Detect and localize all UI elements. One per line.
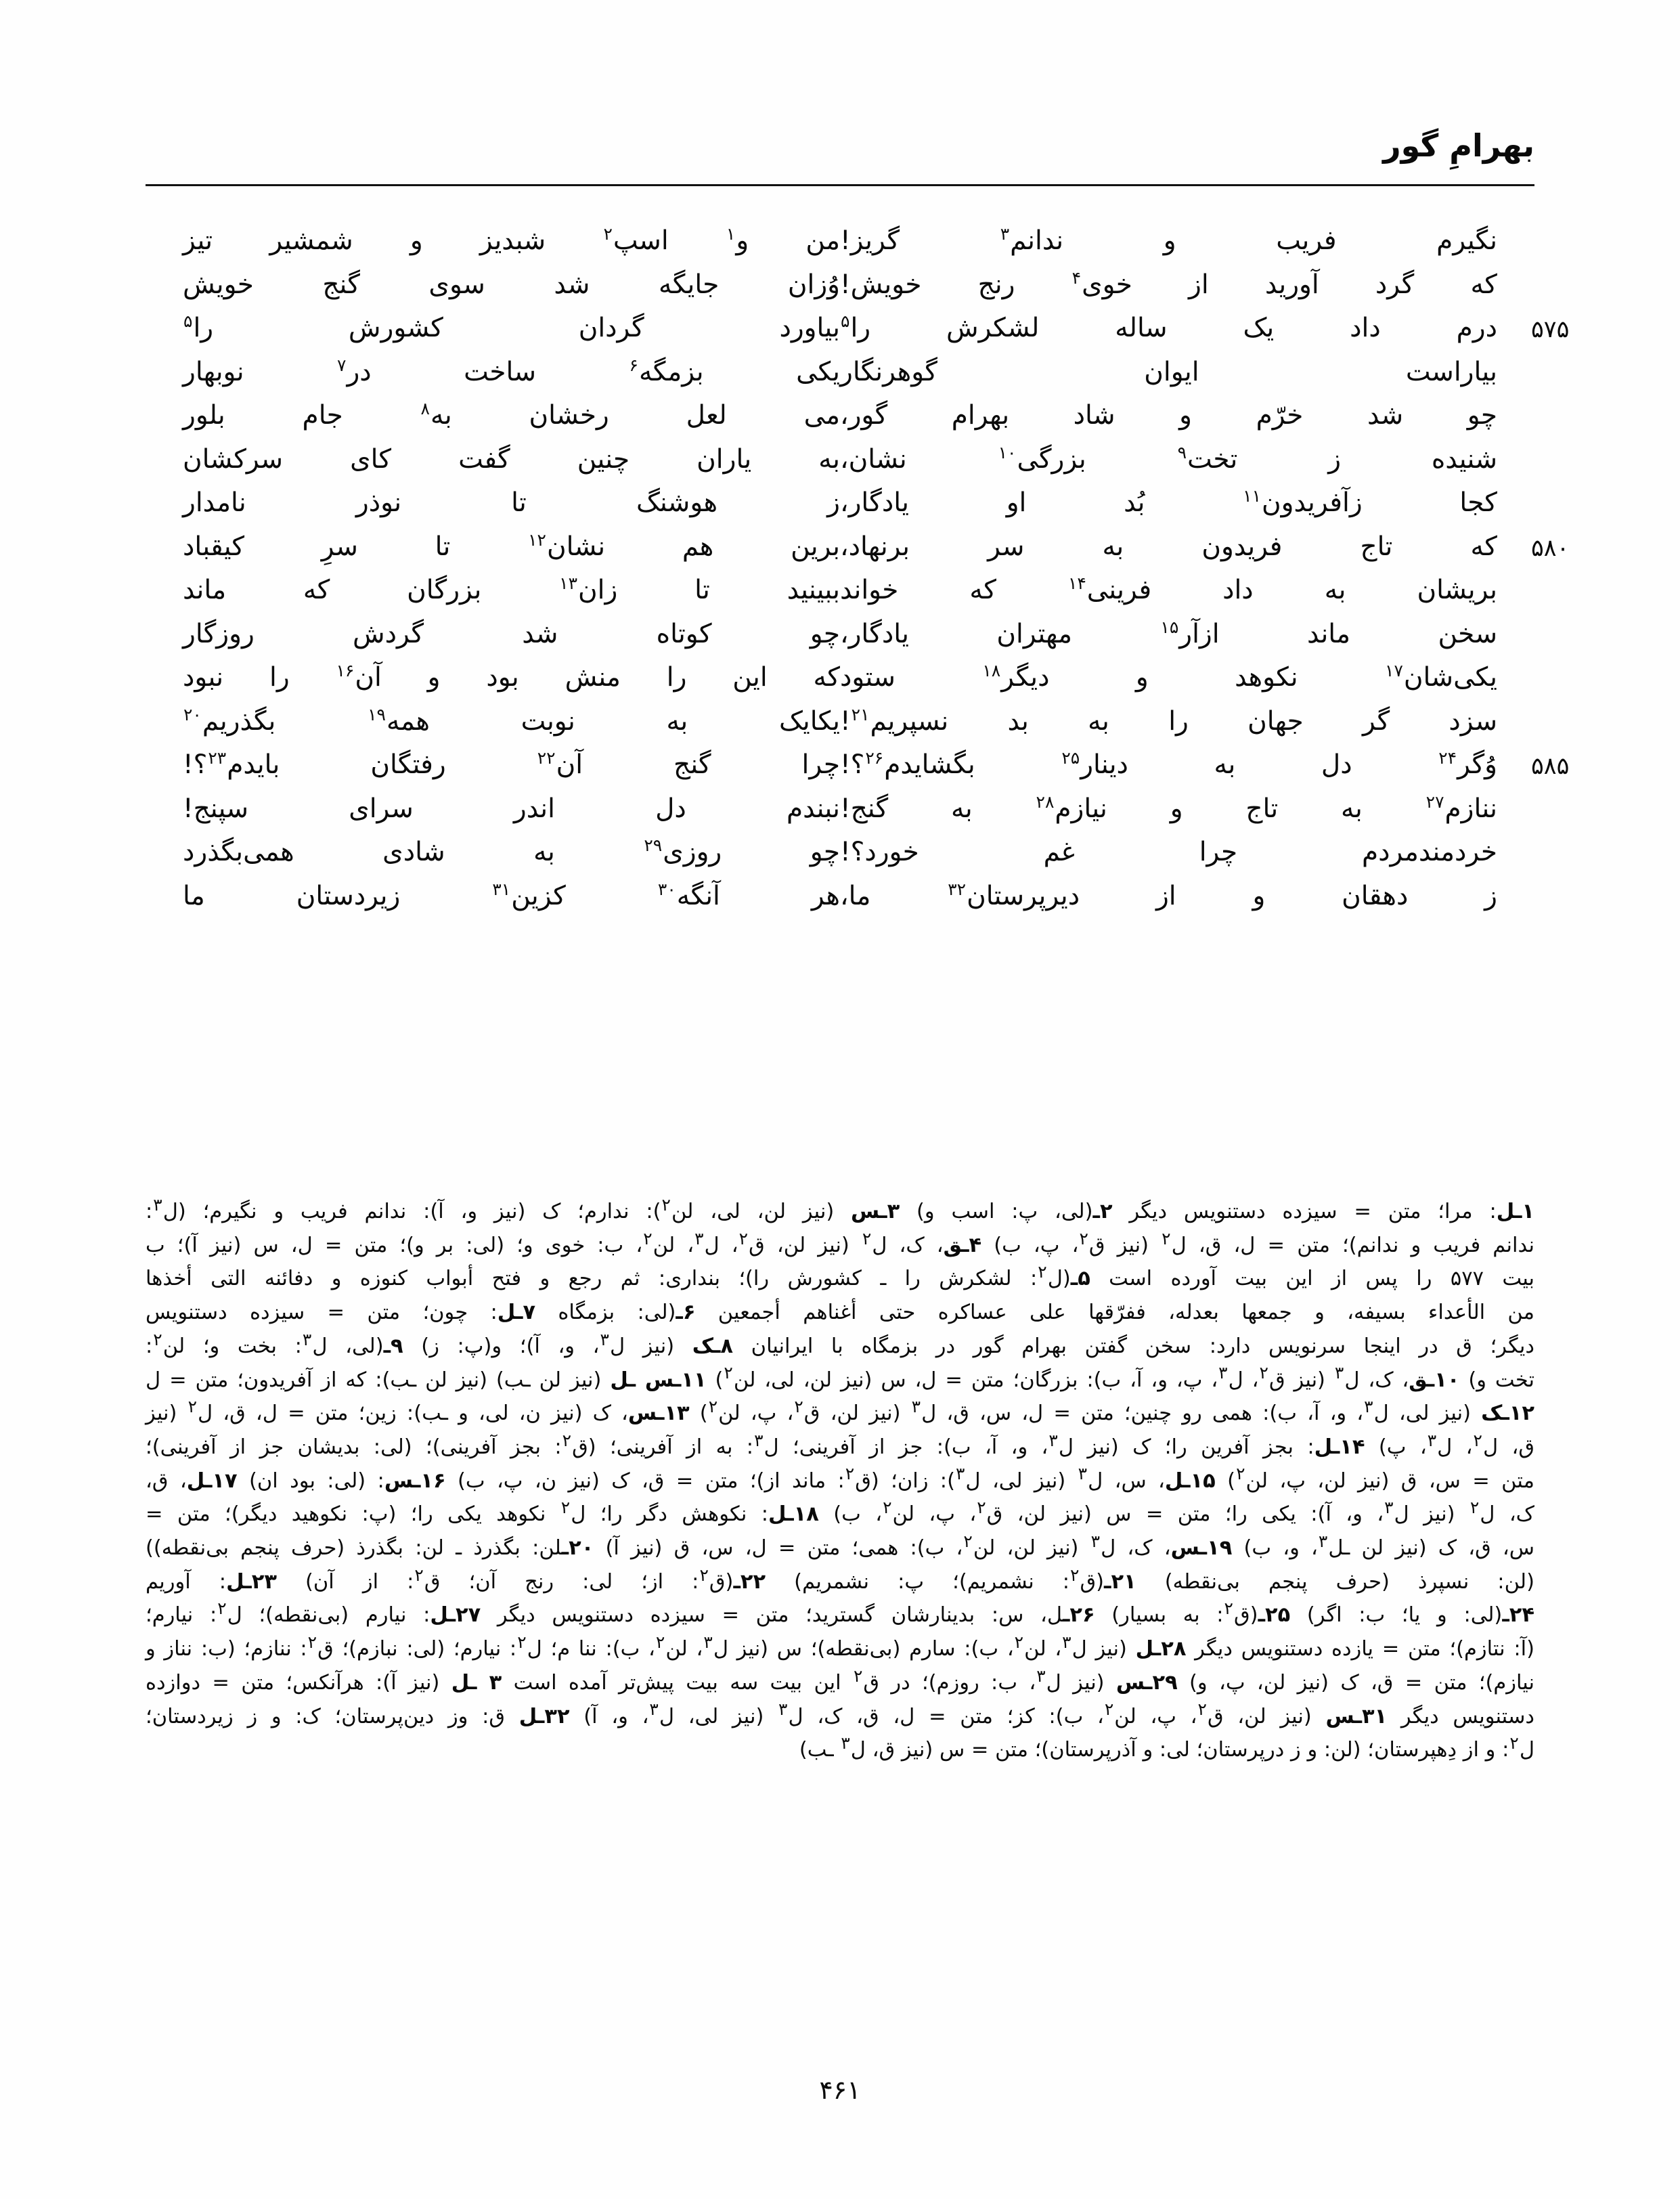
hemistich-second: خردمندمردم چرا غم خورد؟! bbox=[840, 837, 1497, 867]
hemistich-second: که گرد آورید از خوی$^۴$ رنج خویش! bbox=[840, 267, 1497, 300]
apparatus-line: دستنویس دیگر ۳۱ـس (نیز لن، ق$^۲$، پ، لن$^۲$، ب): کز؛ متن = ل، ق، ک، ل$^۳$ (نیز لی، ل$^۳$، و، آ) ۳۲ـل ق: وز دین‌پرستان؛ ک: و ز زیردستان؛ bbox=[146, 1699, 1535, 1728]
hemistich-second: سخن ماند ازآر$^{۱۵}$ مهتران یادگار، bbox=[840, 617, 1497, 649]
apparatus-line: بیت ۵۷۷ را پس از این بیت آورده است ۵ـ(ل$^۲$: لشکرش را ـ کشورش را)؛ بنداری: ثم رجع و فتح أبواب کنوزه و دفائنه التی أخذها bbox=[146, 1262, 1535, 1291]
verse-couplet bbox=[156, 442, 1524, 486]
folio-number: ۴۶۱ bbox=[819, 2075, 861, 2105]
verse-couplet bbox=[156, 879, 1524, 923]
verse-couplet bbox=[156, 791, 1524, 835]
verse-couplet bbox=[156, 704, 1524, 748]
running-head-rule bbox=[146, 184, 1534, 186]
hemistich-first: چو کوتاه شد گردش روزگار bbox=[183, 618, 840, 649]
apparatus-line: س، ق، ک (نیز لن ـل$^۳$، و، ب) ۱۹ـس، ک، ل$^۳$ (نیز لن، لن$^۲$، ب): همی؛ متن = ل، س، ق (نیز آ) ۲۰ـلن: بگذرذ ـ لن: بگذرذ (حرف پنجم بی‌نقطه)) bbox=[146, 1531, 1534, 1561]
apparatus-line: ق، ل$^۲$، ل$^۳$، پ) ۱۴ـل: بجز آفرین را؛ ک (نیز ل$^۳$، و، آ، ب): جز از آفرینی؛ ل$^۳$: به از آفرینی؛ (ق$^۲$: بجز آفرینی)؛ (لی: بدیشان جز از آفرینی)؛ bbox=[146, 1430, 1534, 1459]
verse-couplet bbox=[156, 223, 1524, 267]
apparatus-line: من الأعداء بسیفه، و جمعها بعدله، ففرّقها علی عساکره حتی أغناهم أجمعین ۶ـ(لی: بزمگاه ۷ـل: چون؛ متن = سیزده دستنویس bbox=[146, 1301, 1534, 1325]
hemistich-first: بیاورد گردان کشورش را$^۵$ bbox=[183, 311, 840, 343]
hemistich-first: می لعل رخشان به$^۸$ جام بلور bbox=[183, 399, 840, 431]
verse-couplet bbox=[156, 529, 1570, 573]
hemistich-first: نبندم دل اندر سرای سپنج! bbox=[183, 793, 840, 824]
running-head-title: بهرامِ گور bbox=[1383, 127, 1534, 164]
apparatus-line: (لن: نسپرذ (حرف پنجم بی‌نقطه) ۲۱ـ(ق$^۲$: نشمریم)؛ پ: نشمریم) ۲۲ـ(ق$^۲$: از؛ لی: رنج آن؛ ق$^۲$: از آن) ۲۳ـل: آوریم bbox=[146, 1565, 1534, 1594]
verse-number: ۵۸۵ bbox=[1531, 753, 1570, 780]
verse-couplet bbox=[156, 660, 1524, 704]
hemistich-first: به یاران چنین گفت کای سرکشان bbox=[183, 443, 840, 475]
apparatus-line: تخت و) ۱۰ـق، ک، ل$^۳$ (نیز ق$^۲$، ل$^۳$، پ، و، آ، ب): بزرگان؛ متن = ل، س (نیز لن، لی، لن$^۲$) ۱۱ـس ـل (نیز لن ـب) (نیز لن ـب): که از آفریدون؛ متن = ل bbox=[146, 1363, 1535, 1392]
verse-couplet bbox=[156, 398, 1524, 442]
apparatus-line: ل$^۲$: و از دِهپرستان؛ (لن: و ز درپرستان؛ لی: و آذرپرستان)؛ متن = س (نیز ق، ل$^۳$ ـب) bbox=[799, 1733, 1534, 1762]
hemistich-second: شنیده ز تخت$^۹$ بزرگی$^{۱۰}$ نشان، bbox=[840, 442, 1497, 475]
apparatus-line: دیگر؛ ق در اینجا سرنویس دارد: سخن گفتن بهرام گور در بزمگاه با ایرانیان ۸ـک (نیز ل$^۳$، و، آ)؛ و(پ: ز) ۹ـ(لی، ل$^۳$: بخت و؛ لن$^۲$: bbox=[146, 1329, 1534, 1358]
hemistich-second: بیاراست ایوان گوهرنگار bbox=[840, 356, 1497, 387]
hemistich-second: کجا زآفریدون$^{۱۱}$ بُد او یادگار، bbox=[840, 486, 1497, 518]
apparatus-line: ک، ل$^۲$ (نیز ل$^۳$، و، آ): یکی را؛ متن = س (نیز لن، ق$^۲$، پ، لن$^۲$، ب) ۱۸ـل: نکوهش دگر را؛ ل$^۲$ نکوهد یکی را؛ (پ: نکوهید دیگر)؛ متن = bbox=[146, 1498, 1534, 1527]
hemistich-first: برین هم نشان$^{۱۲}$ تا سرِ کیقباد bbox=[183, 529, 840, 562]
apparatus-line: ۱۲ـک (نیز لی، ل$^۳$، و، آ، ب): همی رو چنین؛ متن = ل، س، ق، ل$^۳$ (نیز لن، ق$^۲$، پ، لن$^۲$) ۱۳ـس، ک (نیز ن، لی، و ـب): زین؛ متن = ل، ق، ل$^۲$ (نیز bbox=[146, 1397, 1534, 1426]
verse-couplet bbox=[156, 747, 1570, 791]
verse-couplet bbox=[156, 617, 1524, 661]
apparatus-line: نیازم)؛ متن = ق، ک (نیز لن، پ، و) ۲۹ـس (نیز ل$^۳$، ب: روزم)؛ در ق$^۲$ این بیت سه بیت پیش‌تر آمده است ۳ ـل (نیز آ): هرآنکس؛ متن = دوازده bbox=[146, 1665, 1534, 1695]
hemistich-second: ز دهقان و از دیرپرستان$^{۳۲}$ ما، bbox=[840, 879, 1497, 911]
apparatus-line: (آ: نتازم)؛ متن = یازده دستنویس دیگر ۲۸ـل (نیز ل$^۳$، لن$^۲$، ب): سارم (بی‌نقطه)؛ س (نیز ل$^۳$، لن$^۲$، ب): ننا م؛ ل$^۲$: نیارم؛ (لی: نبازم)؛ ق$^۲$: ننازم؛ (ب: نناز و bbox=[146, 1632, 1534, 1661]
critical-apparatus bbox=[146, 1195, 1534, 1767]
hemistich-first: که این را منش بود و آن$^{۱۶}$ را نبود bbox=[183, 661, 840, 693]
hemistich-first: یکایک به نوبت همه$^{۱۹}$ بگذریم$^{۲۰}$ bbox=[183, 704, 841, 737]
verse-couplet bbox=[156, 355, 1524, 399]
hemistich-second: نگیرم فریب و ندانم$^۳$ گریز! bbox=[840, 224, 1497, 256]
apparatus-line: ۱ـل: مرا؛ متن = سیزده دستنویس دیگر ۲ـ(لی، پ: اسب و) ۳ـس (نیز لن، لی، لن$^۲$): ندارم؛ ک (نیز و، آ): ندانم فریب و نگیرم؛ (ل$^۳$: bbox=[146, 1194, 1535, 1223]
hemistich-first: ز هوشنگ تا نوذر نامدار bbox=[183, 487, 840, 518]
hemistich-first: وُزان جایگه شد سوی گنج خویش bbox=[183, 269, 840, 300]
verse-number: ۵۸۰ bbox=[1531, 534, 1570, 562]
apparatus-line: متن = س، ق (نیز لن، پ، لن$^۲$) ۱۵ـل، س، ل$^۳$ (نیز لی، ل$^۳$): زان؛ (ق$^۲$: ماند از)؛ متن = ق، ک (نیز ن، پ، ب) ۱۶ـس: (لی: بود ان) ۱۷ـل، ق، bbox=[146, 1464, 1534, 1493]
hemistich-second: ننازم$^{۲۷}$ به تاج و نیازم$^{۲۸}$ به گنج! bbox=[840, 791, 1497, 824]
verse-block bbox=[156, 223, 1570, 1144]
verse-couplet bbox=[156, 573, 1524, 617]
verse-couplet bbox=[156, 311, 1570, 355]
hemistich-second: چو شد خرّم و شاد بهرام گور، bbox=[840, 400, 1497, 431]
hemistich-second: درم داد یک ساله لشکرش را$^۵$ bbox=[841, 311, 1497, 343]
verse-couplet bbox=[156, 485, 1524, 529]
hemistich-first: یکی بزمگه$^۶$ ساخت در$^۷$ نوبهار bbox=[183, 355, 840, 387]
hemistich-second: که تاج فریدون به سر برنهاد، bbox=[840, 531, 1497, 562]
running-head bbox=[146, 127, 1534, 190]
hemistich-second: یکی‌شان$^{۱۷}$ نکوهد و دیگر$^{۱۸}$ ستود bbox=[840, 661, 1497, 693]
apparatus-line: ندانم فریب و ندانم)؛ متن = ل، ق، ل$^۲$ (نیز ق$^۲$، پ، ب) ۴ـق، ک، ل$^۲$ (نیز لن، ق$^۲$، ل$^۳$، لن$^۲$، ب: خوی و؛ (لی: بر و)؛ متن = ل، س (نیز آ)؛ ب bbox=[146, 1228, 1534, 1257]
verse-number: ۵۷۵ bbox=[1531, 316, 1570, 343]
hemistich-second: سزد گر جهان را به بد نسپریم$^{۲۱}$! bbox=[840, 704, 1497, 737]
hemistich-second: بریشان به داد فرینی$^{۱۴}$ که خواند bbox=[840, 573, 1498, 605]
hemistich-first: چرا گنج آن$^{۲۲}$ رفتگان بایدم$^{۲۳}$؟! bbox=[183, 748, 840, 780]
hemistich-first: چو روزی$^{۲۹}$ به شادی همی‌بگذرد bbox=[183, 835, 841, 867]
apparatus-line: ۲۴ـ(لی: و یا؛ ب: اگر) ۲۵ـ(ق$^۲$: به بسیار) ۲۶ـل، س: بدینارشان گسترید؛ متن = سیزده دستنویس دیگر ۲۷ـل: نیارم (بی‌نقطه)؛ ل$^۲$: نیارم؛ bbox=[146, 1598, 1535, 1628]
hemistich-first: من و$^۱$ اسپ$^۲$ شبدیز و شمشیر تیز bbox=[183, 224, 840, 256]
verse-couplet bbox=[156, 267, 1524, 311]
hemistich-second: وُگر$^{۲۴}$ دل به دینار$^{۲۵}$ بگشایدم$^{۲۶}$؟! bbox=[840, 748, 1497, 780]
hemistich-first: ببینید تا زان$^{۱۳}$ بزرگان که ماند bbox=[183, 573, 841, 605]
hemistich-first: هر آنگه$^{۳۰}$ کزین$^{۳۱}$ زیردستان ما bbox=[183, 879, 840, 911]
verse-couplet bbox=[156, 835, 1524, 879]
